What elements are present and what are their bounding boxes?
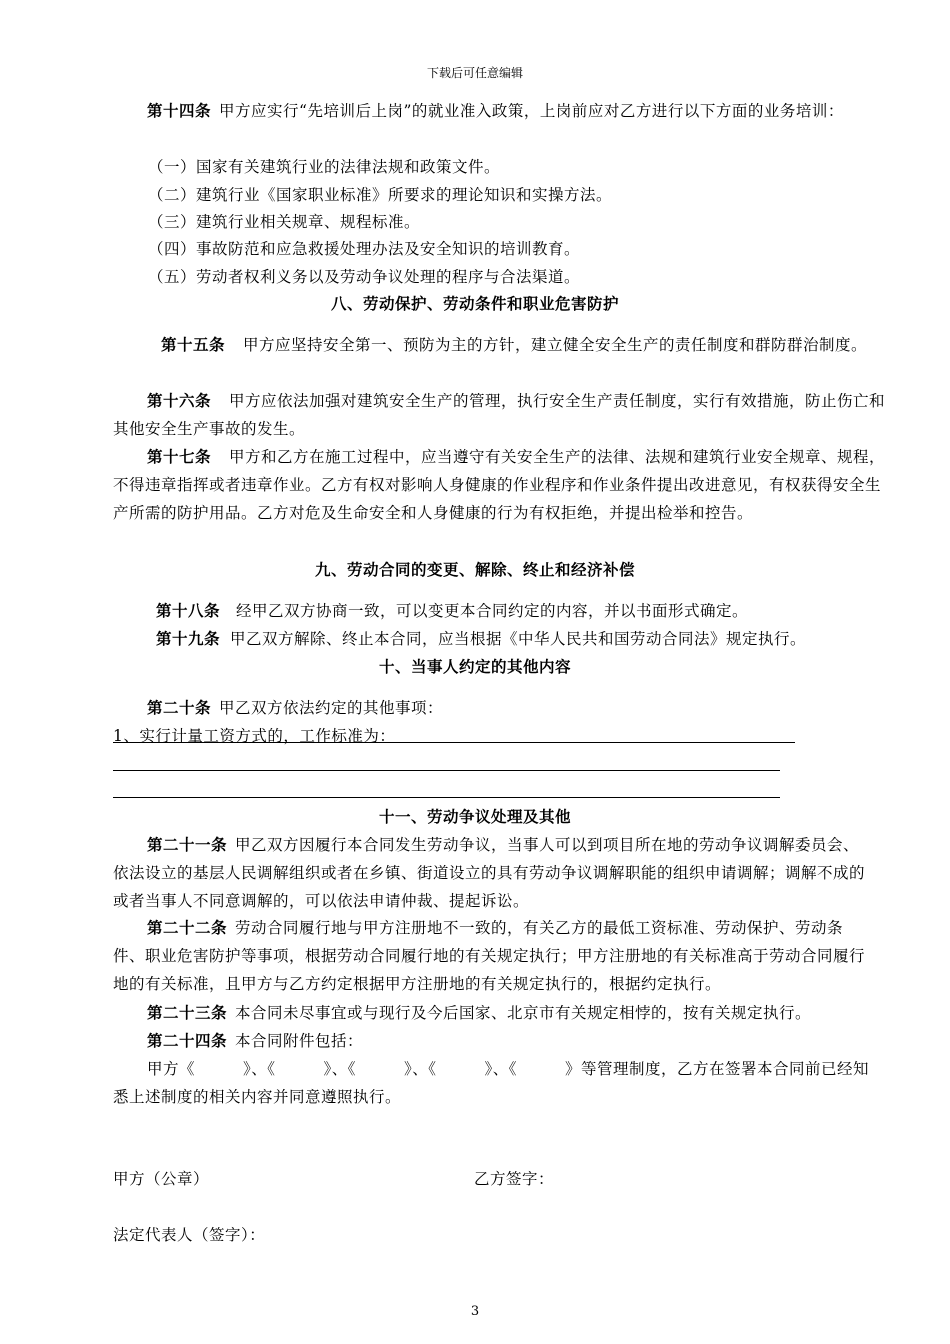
training-item-2: （二）建筑行业《国家职业标准》所要求的理论知识和实操方法。 [148, 186, 613, 204]
article-label: 第十六条 [147, 391, 212, 410]
article-label: 第二十一条 [147, 835, 228, 854]
annex-statement: 甲方《 》、《 》、《 》、《 》、《 》等管理制度，乙方在签署本合同前已经知悉上述制度的相关内容并同意遵照执行。 [113, 1060, 870, 1106]
article-16 [113, 387, 891, 443]
article-22 [113, 914, 873, 998]
article-label: 第二十三条 [147, 1003, 228, 1022]
article-text: 经甲乙双方协商一致，可以变更本合同约定的内容，并以书面形式确定。 [236, 602, 749, 620]
section-8-heading: 八、劳动保护、劳动条件和职业危害防护 [330, 294, 619, 313]
article-19 [156, 625, 806, 653]
piecework-standard-label: 1、实行计量工资方式的，工作标准为： [113, 727, 396, 745]
training-item-4: （四）事故防范和应急救援处理办法及安全知识的培训教育。 [148, 240, 581, 258]
article-label: 第十八条 [156, 601, 221, 620]
article-label: 第十五条 [161, 335, 226, 354]
article-17 [113, 443, 891, 527]
section-11-heading: 十一、劳动争议处理及其他 [378, 807, 571, 826]
page-number: 3 [470, 1304, 480, 1319]
section-10-heading: 十、当事人约定的其他内容 [378, 657, 571, 676]
training-item-3: （三）建筑行业相关规章、规程标准。 [148, 213, 421, 231]
article-text: 本合同未尽事宜或与现行及今后国家、北京市有关规定相悖的，按有关规定执行。 [235, 1004, 812, 1022]
article-text: 甲乙双方因履行本合同发生劳动争议，当事人可以到项目所在地的劳动争议调解委员会、依法设立的基层人民调解组织或者在乡镇、街道设立的具有劳动争议调解职能的组织申请调解；调解不成的或者当事人不同意调解的，可以依法申请仲裁、提起诉讼。 [113, 836, 866, 910]
article-21 [113, 831, 873, 915]
section-9-heading: 九、劳动合同的变更、解除、终止和经济补偿 [314, 560, 635, 579]
party-a-seal-label: 甲方（公章） [113, 1170, 210, 1188]
legal-representative-label: 法定代表人（签字）： [113, 1226, 266, 1244]
article-23 [147, 999, 811, 1027]
article-24 [147, 1027, 363, 1055]
fill-in-line [113, 742, 795, 743]
article-18 [156, 597, 748, 625]
fill-in-line [113, 797, 780, 798]
article-label: 第十七条 [147, 447, 212, 466]
training-item-1: （一）国家有关建筑行业的法律法规和政策文件。 [148, 158, 501, 176]
article-text: 甲乙双方依法约定的其他事项： [219, 699, 444, 717]
article-text: 甲乙双方解除、终止本合同，应当根据《中华人民共和国劳动合同法》规定执行。 [230, 630, 807, 648]
article-label: 第二十四条 [147, 1031, 228, 1050]
party-b-signature-label: 乙方签字： [474, 1170, 555, 1188]
article-label: 第十九条 [156, 629, 221, 648]
article-label: 第十四条 [147, 101, 212, 120]
article-15 [113, 331, 891, 359]
article-text: 甲方和乙方在施工过程中，应当遵守有关安全生产的法律、法规和建筑行业安全规章、规程，不得违章指挥或者违章作业。乙方有权对影响人身健康的作业程序和作业条件提出改进意见，有权获得安全生产所需的防护用品。乙方对危及生命安全和人身健康的行为有权拒绝，并提出检举和控告。 [113, 448, 886, 522]
page-header: 下载后可任意编辑 [426, 66, 523, 80]
article-text: 劳动合同履行地与甲方注册地不一致的，有关乙方的最低工资标准、劳动保护、劳动条件、职业危害防护等事项，根据劳动合同履行地的有关规定执行；甲方注册地的有关标准高于劳动合同履行地的有关标准，且甲方与乙方约定根据甲方注册地的有关规定执行的，根据约定执行。 [113, 919, 866, 993]
article-text: 甲方应坚持安全第一、预防为主的方针，建立健全安全生产的责任制度和群防群治制度。 [243, 336, 868, 354]
article-14 [113, 97, 891, 125]
training-item-5: （五）劳动者权利义务以及劳动争议处理的程序与合法渠道。 [148, 268, 581, 286]
article-text: 甲方应依法加强对建筑安全生产的管理，执行安全生产责任制度，实行有效措施，防止伤亡和其他安全生产事故的发生。 [113, 392, 886, 438]
article-text: 本合同附件包括： [235, 1032, 364, 1050]
fill-in-line [113, 770, 780, 771]
article-label: 第二十二条 [147, 918, 228, 937]
article-20 [147, 694, 443, 722]
article-label: 第二十条 [147, 698, 212, 717]
article-text: 甲方应实行“先培训后上岗”的就业准入政策，上岗前应对乙方进行以下方面的业务培训： [219, 102, 844, 120]
